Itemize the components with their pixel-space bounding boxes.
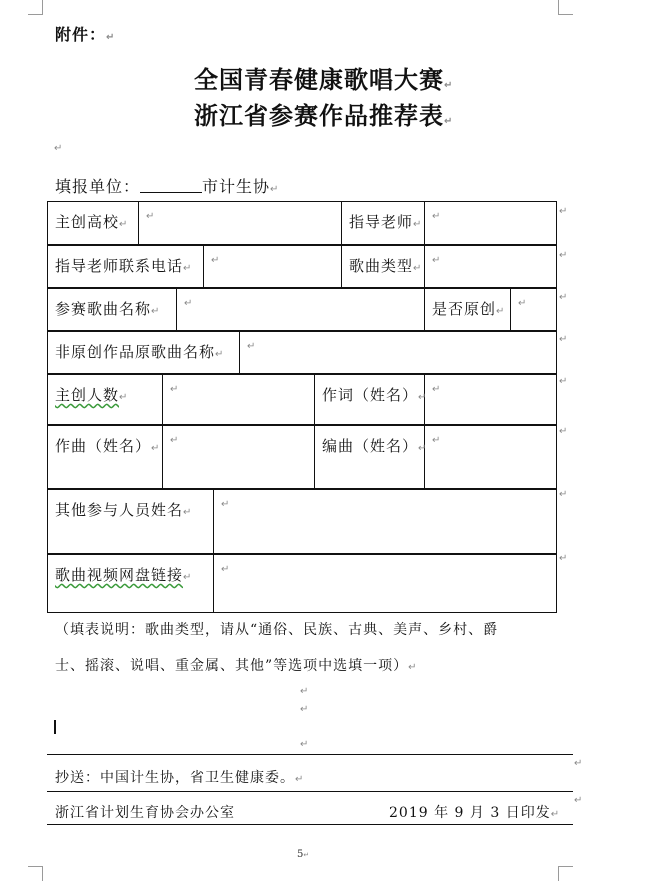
original-value-cell[interactable] [511, 289, 557, 331]
instructions-line-1 [55, 619, 498, 639]
composer-value-cell[interactable] [163, 426, 315, 489]
non-original-label: 非原创作品原歌曲名称 [55, 343, 216, 361]
song-name-label-cell [48, 289, 177, 331]
footer-rule-top [47, 754, 573, 755]
title-line-2-text: 浙江省参赛作品推荐表 [194, 101, 444, 130]
original-label-cell [425, 289, 511, 331]
attachment-label-text: 附件： [55, 25, 107, 44]
row-end-mark: ↵ [574, 795, 583, 806]
reporting-unit-blank[interactable] [140, 178, 202, 193]
cell-mark: ↵ [146, 211, 156, 222]
crop-mark-top-right [558, 0, 573, 15]
cell-mark: ↵ [247, 341, 257, 352]
paragraph-mark: ↵ [106, 32, 116, 43]
cell-mark: ↵ [518, 298, 528, 309]
paragraph-mark: ↵ [444, 80, 454, 91]
cell-mark: ↵ [151, 443, 161, 454]
cell-mark: ↵ [170, 384, 180, 395]
paragraph-mark: ↵ [550, 809, 561, 820]
row-end-mark: ↵ [559, 426, 568, 437]
paragraph-mark-empty: ↵ [54, 143, 63, 154]
cell-mark: ↵ [211, 255, 221, 266]
title-line-1-text: 全国青春健康歌唱大赛 [194, 65, 444, 94]
paragraph-mark-empty: ↵ [300, 686, 309, 697]
paragraph-mark: ↵ [408, 662, 418, 673]
cell-mark: ↵ [221, 499, 231, 510]
teacher-phone-label-cell [48, 246, 204, 288]
page-number-text: 5 [297, 849, 304, 860]
cell-mark: ↵ [151, 306, 161, 317]
crop-mark-bottom-right [558, 866, 573, 881]
reporting-unit-suffix: 市计生协 [202, 177, 271, 196]
crop-mark-bottom-left [28, 866, 43, 881]
lyricist-value-cell[interactable] [425, 375, 557, 425]
teacher-phone-value-cell[interactable] [204, 246, 342, 288]
title-line-2 [194, 96, 453, 131]
cell-mark: ↵ [119, 392, 129, 403]
song-name-value-cell[interactable] [177, 289, 425, 331]
other-members-value-cell[interactable] [214, 490, 557, 554]
title-line-1 [194, 60, 453, 95]
text-cursor [54, 720, 56, 734]
song-type-label: 歌曲类型 [349, 257, 414, 275]
attachment-label [55, 22, 115, 45]
video-link-label-cell [48, 555, 214, 613]
cell-mark: ↵ [221, 564, 231, 575]
teacher-label-cell [342, 202, 425, 245]
teacher-phone-label: 指导老师联系电话 [55, 257, 184, 275]
arranger-label-cell [315, 426, 428, 489]
composer-label-cell [48, 426, 163, 489]
school-value-cell[interactable] [139, 202, 342, 245]
cell-mark: ↵ [418, 443, 428, 454]
reporting-unit [55, 174, 279, 197]
cell-mark: ↵ [170, 435, 180, 446]
cell-mark: ↵ [432, 435, 442, 446]
row-end-mark: ↵ [559, 376, 568, 387]
teacher-label: 指导老师 [349, 213, 414, 231]
cell-mark: ↵ [432, 211, 442, 222]
page-number [297, 849, 309, 860]
original-label: 是否原创 [432, 300, 497, 318]
non-original-value-cell[interactable] [240, 332, 557, 374]
cell-mark: ↵ [119, 219, 129, 230]
school-label-cell [48, 202, 139, 245]
arranger-value-cell[interactable] [425, 426, 557, 489]
cell-mark: ↵ [496, 306, 506, 317]
row-end-mark: ↵ [559, 489, 568, 500]
cell-mark: ↵ [184, 298, 194, 309]
song-type-label-cell [342, 246, 425, 288]
issue-date-text: 2019 年 9 月 3 日印发 [389, 805, 551, 821]
other-members-label-cell [48, 490, 214, 554]
composer-label: 作曲（姓名） [55, 437, 152, 455]
video-link-value-cell[interactable] [214, 555, 557, 613]
paragraph-mark-empty: ↵ [300, 704, 309, 715]
cc-text: 抄送：中国计生协，省卫生健康委。 [55, 770, 295, 786]
row-end-mark: ↵ [559, 250, 568, 261]
issuer-line [55, 802, 235, 822]
row-end-mark: ↵ [574, 758, 583, 769]
cell-mark: ↵ [183, 263, 193, 274]
creator-count-label-cell [48, 375, 163, 425]
video-link-label: 歌曲视频网盘链接 [55, 566, 184, 584]
cell-mark: ↵ [215, 349, 225, 360]
song-type-value-cell[interactable] [425, 246, 557, 288]
cell-mark: ↵ [183, 572, 193, 583]
cell-mark: ↵ [413, 263, 423, 274]
issuer-text: 浙江省计划生育协会办公室 [55, 805, 235, 821]
cell-mark: ↵ [413, 219, 423, 230]
instructions-line-1-text: （填表说明：歌曲类型，请从“通俗、民族、古典、美声、乡村、爵 [55, 622, 499, 638]
cell-mark: ↵ [418, 392, 428, 403]
creator-count-label: 主创人数 [55, 386, 120, 404]
creator-count-value-cell[interactable] [163, 375, 315, 425]
teacher-value-cell[interactable] [425, 202, 557, 245]
cell-mark: ↵ [432, 255, 442, 266]
paragraph-mark: ↵ [270, 184, 280, 195]
instructions-line-2 [55, 655, 418, 675]
paragraph-mark-empty: ↵ [300, 739, 309, 750]
lyricist-label-cell [315, 375, 428, 425]
other-members-label: 其他参与人员姓名 [55, 501, 184, 519]
cell-mark: ↵ [183, 507, 193, 518]
instructions-line-2-text: 士、摇滚、说唱、重金属、其他”等选项中选填一项） [55, 658, 409, 674]
paragraph-mark: ↵ [444, 116, 454, 127]
arranger-label: 编曲（姓名） [322, 437, 419, 455]
row-end-mark: ↵ [559, 334, 568, 345]
song-name-label: 参赛歌曲名称 [55, 300, 152, 318]
cell-mark: ↵ [432, 384, 442, 395]
crop-mark-top-left [28, 0, 43, 15]
paragraph-mark: ↵ [303, 851, 310, 859]
lyricist-label: 作词（姓名） [322, 386, 419, 404]
footer-rule-bottom [47, 824, 573, 825]
paragraph-mark: ↵ [295, 774, 305, 785]
row-end-mark: ↵ [559, 553, 568, 564]
school-label: 主创高校 [55, 213, 120, 231]
issue-date-line [389, 802, 560, 822]
footer-rule-middle [47, 791, 573, 792]
row-end-mark: ↵ [559, 206, 568, 217]
row-end-mark: ↵ [559, 292, 568, 303]
cc-line [55, 767, 304, 787]
non-original-label-cell [48, 332, 240, 374]
reporting-unit-label: 填报单位： [55, 177, 141, 196]
recommendation-form-table [47, 201, 556, 613]
